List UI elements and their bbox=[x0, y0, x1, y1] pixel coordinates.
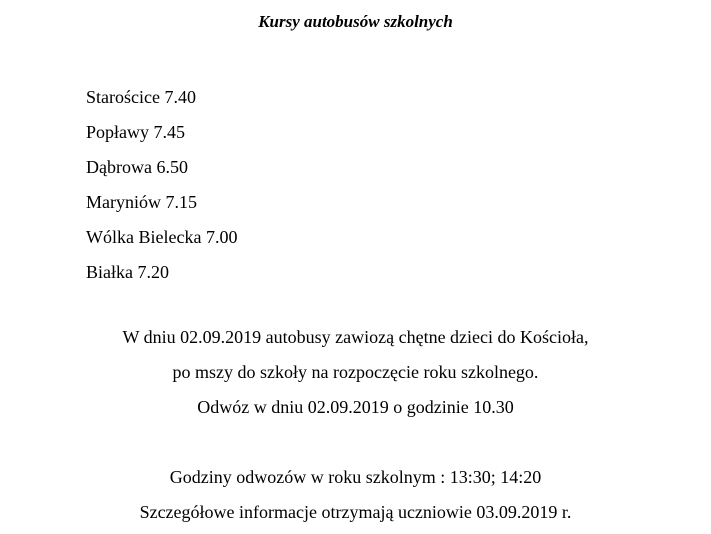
opening-day-notice bbox=[0, 320, 711, 425]
notice-line: W dniu 02.09.2019 autobusy zawiozą chętne dzieci do Kościoła, bbox=[122, 327, 589, 347]
notice-line: Odwóz w dniu 02.09.2019 o godzinie 10.30 bbox=[197, 397, 514, 417]
notice-line: po mszy do szkoły na rozpoczęcie roku szkolnego. bbox=[172, 362, 539, 382]
schedule-item: Popławy 7.45 bbox=[86, 122, 185, 142]
schedule-item: Starościce 7.40 bbox=[86, 87, 196, 107]
details-info-text: Szczegółowe informacje otrzymają uczniowie 03.09.2019 r. bbox=[139, 502, 572, 522]
schedule-item: Maryniów 7.15 bbox=[86, 192, 197, 212]
school-year-notice bbox=[0, 460, 711, 530]
schedule-item: Dąbrowa 6.50 bbox=[86, 157, 188, 177]
bus-schedule-list bbox=[86, 80, 237, 290]
schedule-item: Wólka Bielecka 7.00 bbox=[86, 227, 238, 247]
schedule-item: Białka 7.20 bbox=[86, 262, 169, 282]
return-hours-text: Godziny odwozów w roku szkolnym : 13:30; 14:20 bbox=[169, 467, 542, 487]
document-title: Kursy autobusów szkolnych bbox=[258, 12, 453, 31]
